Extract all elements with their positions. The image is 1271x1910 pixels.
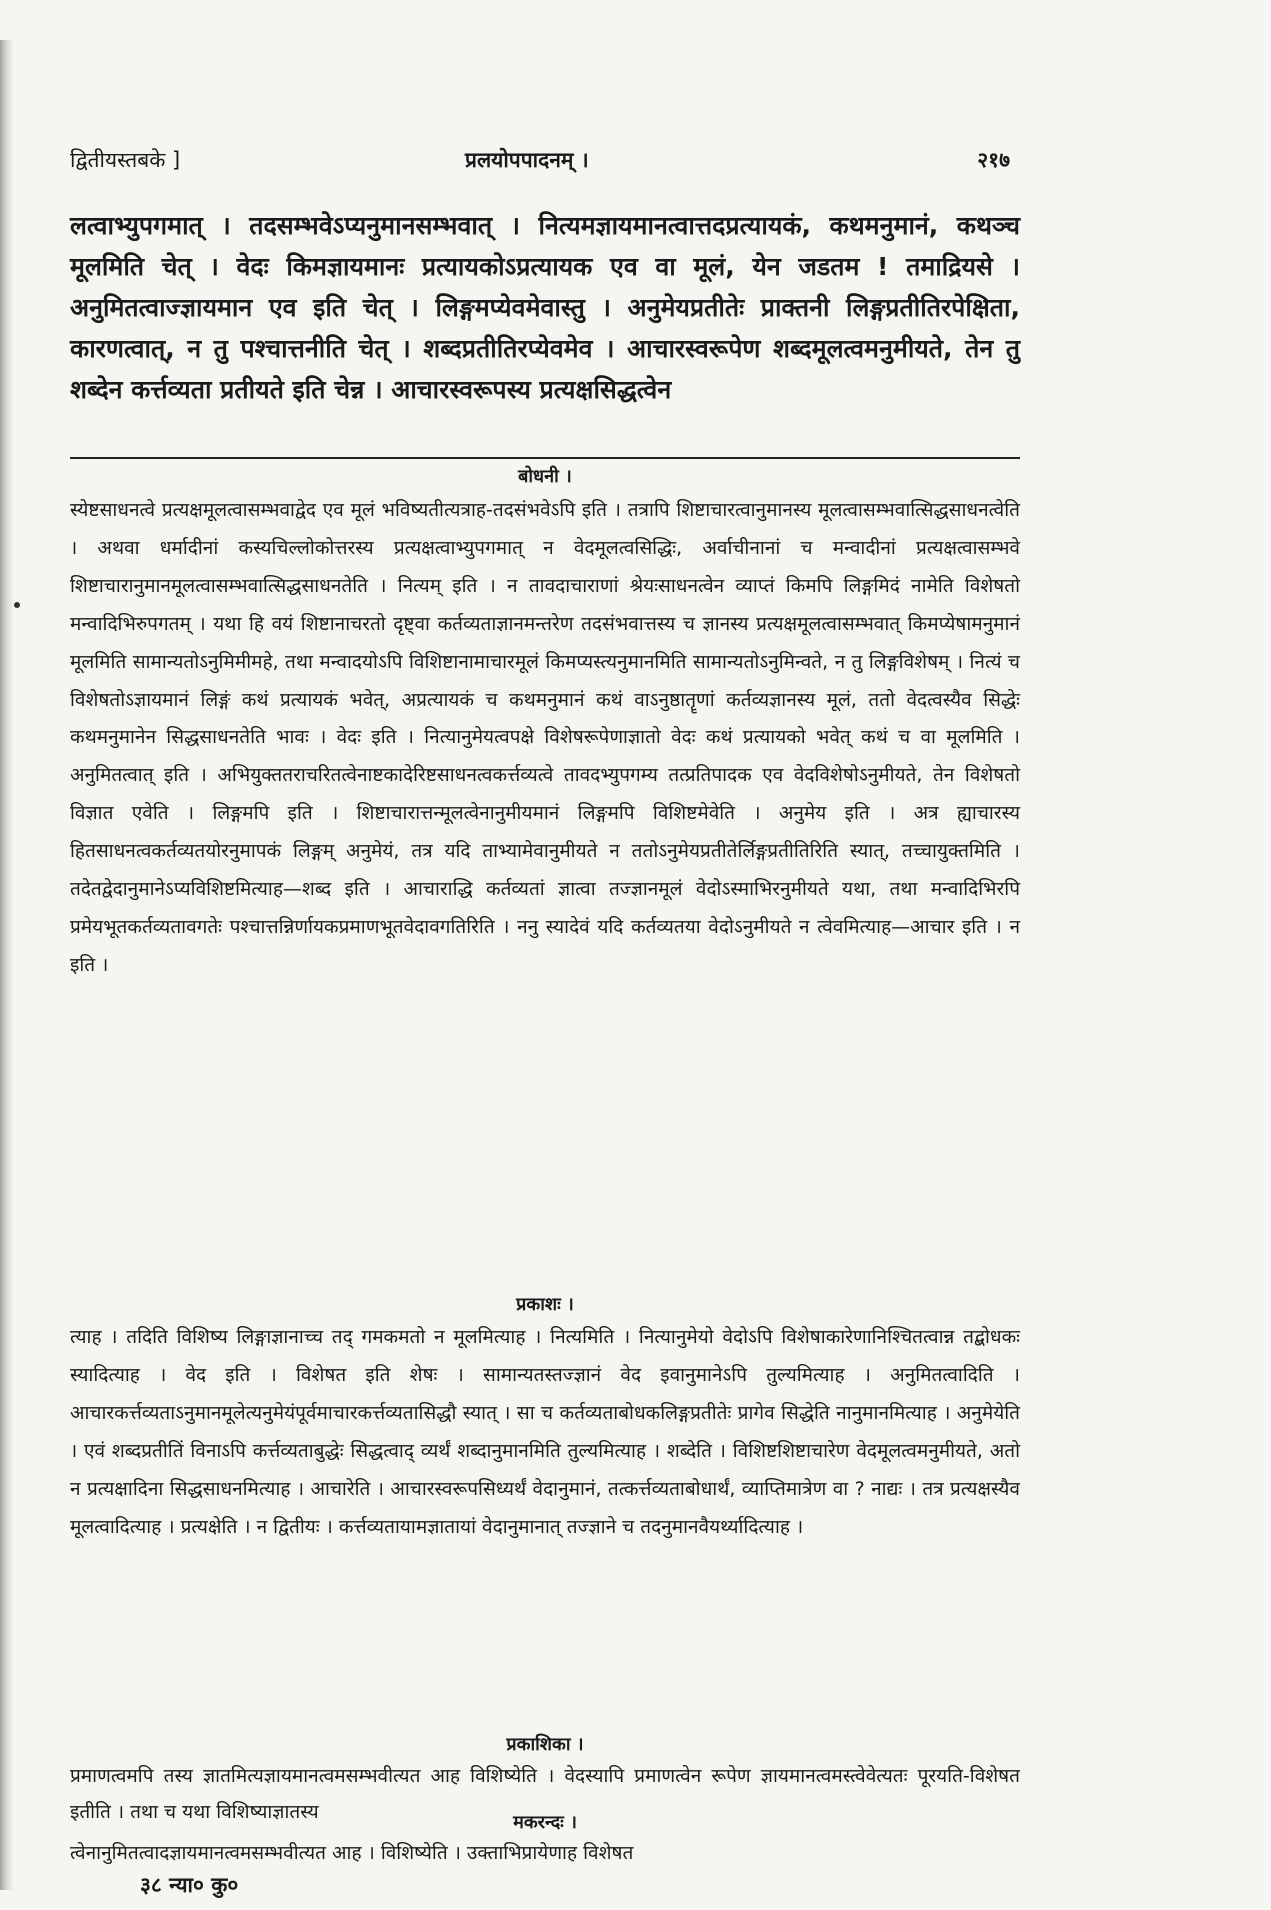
main-text-divider: [70, 457, 1020, 459]
prakashika-heading: प्रकाशिका ।: [506, 1734, 584, 1755]
main-text-block: लत्वाभ्युपगमात् । तदसम्भवेऽप्यनुमानसम्भवात् । नित्यमज्ञायमानत्वात्तदप्रत्यायकं, कथमनुमानं, कथञ्च मूलमिति चेत् । वेदः किमज्ञायमानः प्रत्यायकोऽप्रत्यायक एव वा मूलं, येन जडतम ! तमाद्रियसे । अनुमितत्वाज्ज्ञायमान एव इति चेत् । लिङ्गमप्येवमेवास्तु । अनुमेयप्रतीतेः प्राक्तनी लिङ्गप्रतीतिरपेक्षिता, कारणत्वात्, न तु पश्चात्तनीति चेत् । शब्दप्रतीतिरप्येवमेव । आचारस्वरूपेण शब्दमूलत्वमनुमीयते, तेन तु शब्देन कर्त्तव्यता प्रतीयते इति चेन्न । आचारस्वरूपस्य प्रत्यक्षसिद्धत्वेन: [70, 211, 1020, 404]
prakashika-commentary: प्रमाणत्वमपि तस्य ज्ञातमित्यज्ञायमानत्वमसम्भवीत्यत आह विशिष्येति । वेदस्यापि प्रमाणत्वेन रूपेण ज्ञायमानत्वमस्त्वेवेत्यतः पूरयति-विशेषत इतीति । तथा च यथा विशिष्याज्ञातस्य: [70, 1765, 1020, 1823]
ink-speck: [14, 602, 20, 608]
page-number: २१७: [977, 148, 1010, 172]
header-chapter-title: प्रलयोपपादनम् ।: [465, 148, 589, 172]
makaranda-commentary: त्वेनानुमितत्वादज्ञायमानत्वमसम्भवीत्यत आह । विशिष्येति । उक्ताभिप्रायेणाह विशेषत: [70, 1842, 634, 1864]
bodhani-commentary: स्येष्टसाधनत्वे प्रत्यक्षमूलत्वासम्भवाद्वेद एव मूलं भविष्यतीत्यत्राह-तदसंभवेऽपि इति । तत्रापि शिष्टाचारत्वानुमानस्य मूलत्वासम्भवात्सिद्धसाधनत्वेति । अथवा धर्मादीनां कस्यचिल्लोकोत्तरस्य प्रत्यक्षत्वाभ्युपगमात् न वेदमूलत्वसिद्धिः, अर्वाचीनानां च मन्वादीनां प्रत्यक्षत्वासम्भवे शिष्टाचारानुमानमूलत्वासम्भवात्सिद्धसाधनतेति । नित्यम् इति । न तावदाचाराणां श्रेयःसाधनत्वेन व्याप्तं किमपि लिङ्गमिदं नामेति विशेषतो मन्वादिभिरुपगतम् । यथा हि वयं शिष्टानाचरतो दृष्ट्वा कर्तव्यताज्ञानमन्तरेण तदसंभवात्तस्य च ज्ञानस्य प्रत्यक्षमूलत्वासम्भवात् किमप्येषामनुमानं मूलमिति सामान्यतोऽनुमिमीमहे, तथा मन्वादयोऽपि विशिष्टानामाचारमूलं किमप्यस्त्यनुमानमिति सामान्यतोऽनुमिन्वते, न तु लिङ्गविशेषम् । नित्यं च विशेषतोऽज्ञायमानं लिङ्गं कथं प्रत्यायकं भवेत्, अप्रत्यायकं च कथमनुमानं कथं वाऽनुष्ठातॄणां कर्तव्यज्ञानस्य मूलं, ततो वेदत्वस्यैव सिद्धेः कथमनुमानेन सिद्धसाधनतेति भावः । वेदः इति । नित्यानुमेयत्वपक्षे विशेषरूपेणाज्ञातो वेदः कथं प्रत्यायको भवेत् कथं च वा मूलमिति । अनुमितत्वात् इति । अभियुक्ततराचरितत्वेनाष्टकादेरिष्टसाधनत्वकर्त्तव्यत्वे तावदभ्युपगम्य तत्प्रतिपादक एव वेदविशेषोऽनुमीयते, तेन विशेषतो विज्ञात एवेति । लिङ्गमपि इति । शिष्टाचारात्तन्मूलत्वेनानुमीयमानं लिङ्गमपि विशिष्टमेवेति । अनुमेय इति । अत्र ह्याचारस्य हितसाधनत्वकर्तव्यतयोरनुमापकं लिङ्गम् अनुमेयं, तत्र यदि ताभ्यामेवानुमीयते न ततोऽनुमेयप्रतीतेर्लिङ्गप्रतीतिरिति स्यात्, तच्चायुक्तमिति । तदेतद्वेदानुमानेऽप्यविशिष्टमित्याह—शब्द इति । आचाराद्धि कर्तव्यतां ज्ञात्वा तज्ज्ञानमूलं वेदोऽस्माभिरनुमीयते यथा, तथा मन्वादिभिरपि प्रमेयभूतकर्तव्यतावगतेः पश्चात्तन्निर्णायकप्रमाणभूतवेदावगतिरिति । ननु स्यादेवं यदि कर्तव्यतया वेदोऽनुमीयते न त्वेवमित्याह—आचार इति । न इति ।: [70, 499, 1020, 976]
bodhani-heading: बोधनी ।: [518, 466, 572, 487]
prakasha-heading: प्रकाशः ।: [516, 1294, 574, 1315]
prakasha-commentary: त्याह । तदिति विशिष्य लिङ्गाज्ञानाच्च तद् गमकमतो न मूलमित्याह । नित्यमिति । नित्यानुमेयो वेदोऽपि विशेषाकारेणानिश्चितत्वान्न तद्बोधकः स्यादित्याह । वेद इति । विशेषत इति शेषः । सामान्यतस्तज्ज्ञानं वेद इवानुमानेऽपि तुल्यमित्याह । अनुमितत्वादिति । आचारकर्त्तव्यताऽनुमानमूलेत्यनुमेयंपूर्वमाचारकर्त्तव्यतासिद्धौ स्यात् । सा च कर्तव्यताबोधकलिङ्गप्रतीतेः प्रागेव सिद्धेति नानुमानमित्याह । अनुमेयेति । एवं शब्दप्रतीतिं विनाऽपि कर्त्तव्यताबुद्धेः सिद्धत्वाद् व्यर्थं शब्दानुमानमिति तुल्यमित्याह । शब्देति । विशिष्टशिष्टाचारेण वेदमूलत्वमनुमीयते, अतो न प्रत्यक्षादिना सिद्धसाधनमित्याह । आचारेति । आचारस्वरूपसिध्यर्थं वेदानुमानं, तत्कर्त्तव्यताबोधार्थं, व्याप्तिमात्रेण वा ? नाद्यः । तत्र प्रत्यक्षस्यैव मूलत्वादित्याह । प्रत्यक्षेति । न द्वितीयः । कर्त्तव्यतायामज्ञातायां वेदानुमानात् तज्ज्ञाने च तदनुमानवैयर्थ्यादित्याह ।: [70, 1326, 1020, 1539]
makaranda-heading: मकरन्दः ।: [513, 1812, 577, 1833]
binding-shadow: [0, 40, 14, 1890]
running-header: [70, 140, 1010, 180]
header-section-label: द्वितीयस्तबके ]: [70, 148, 181, 172]
signature-mark: ३८ न्या० कु०: [140, 1873, 239, 1897]
